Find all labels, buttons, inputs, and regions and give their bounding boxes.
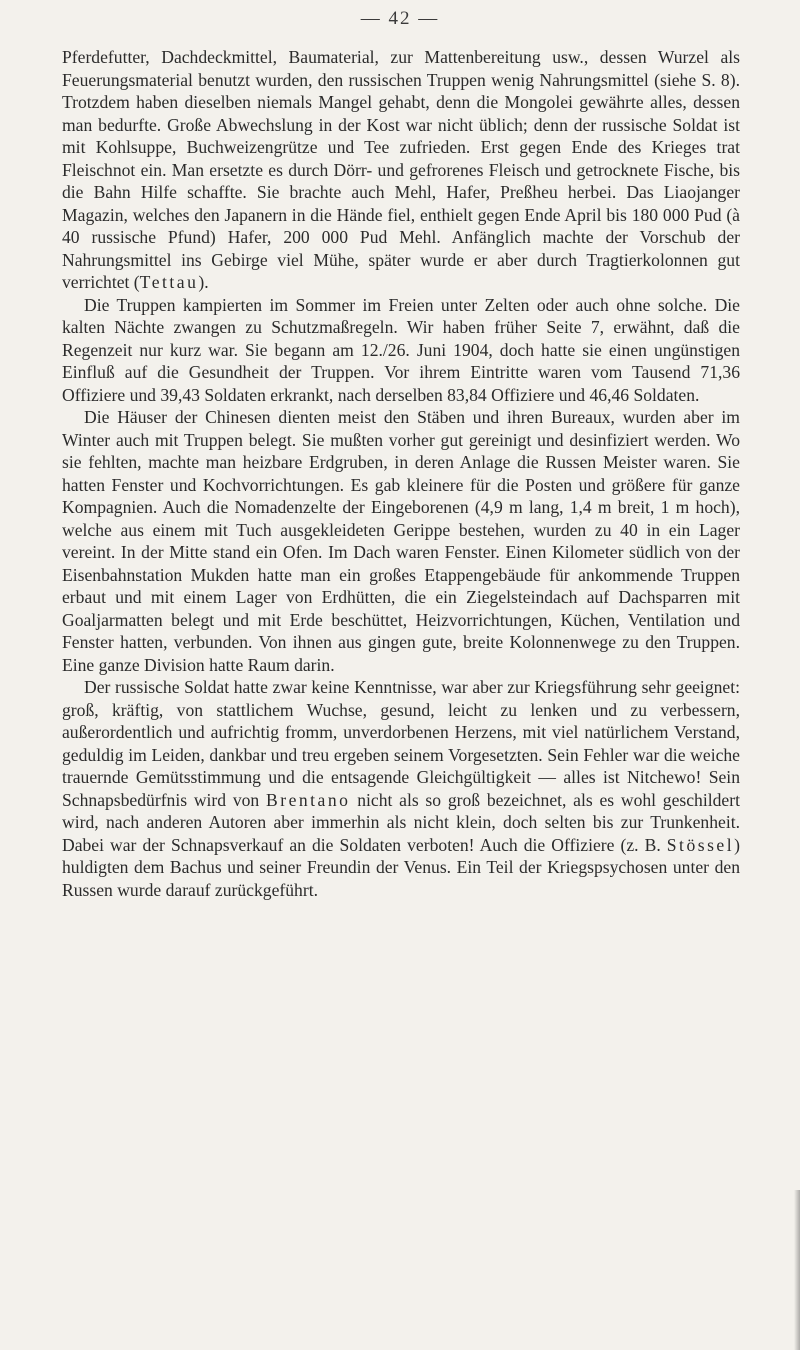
paragraph (62, 406, 740, 676)
spaced-name: Stössel (666, 834, 735, 855)
text-run: Die Häuser der Chinesen dienten meist den Stäben und ihren Bureaux, wurden aber im Winter auch mit Truppen belegt. Sie mußten vorher gut gereinigt und desinfiziert werden. Wo sie fehlten, machte man heizbare Erdgruben, in deren Anlage die Russen Meister waren. Sie hatten Fenster und Kochvorrichtungen. Es gab kleinere für die Posten und größere für ganze Kompagnien. Auch die Nomadenzelte der Eingeborenen (4,9 m lang, 1,4 m breit, 1 m hoch), welche aus einem mit Tuch ausgekleideten Gerippe bestehen, wurden zu 40 in ein Lager vereint. In der Mitte stand ein Ofen. Im Dach waren Fenster. Einen Kilometer südlich von der Eisenbahnstation Mukden hatte man ein großes Etappengebäude für ankommende Truppen erbaut und mit einem Lager von Erdhütten, die ein Ziegelsteindach auf Dachsparren mit Goaljarmatten belegt und mit Erde beschüttet, Heizvorrichtungen, Küchen, Ventilation und Fenster hatten, verbunden. Von ihnen aus gingen gute, breite Kolonnenwege zu den Truppen. Eine ganze Division hatte Raum darin. (62, 407, 740, 675)
spaced-name: Brentano (265, 789, 351, 810)
text-run: Pferdefutter, Dachdeckmittel, Baumaterial, zur Mattenbereitung usw., dessen Wurzel als Feuerungsmaterial benutzt wurden, den russischen Truppen wenig Nahrungsmittel (siehe S. 8). Trotzdem haben dieselben niemals Mangel gehabt, denn die Mongolei gewährte alles, dessen man bedurfte. Große Abwechslung in der Kost war nicht üblich; denn der russische Soldat ist mit Kohlsuppe, Buchweizengrütze und Tee zufrieden. Erst gegen Ende des Krieges trat Fleischnot ein. Man ersetzte es durch Dörr- und gefrorenes Fleisch und getrocknete Fische, bis die Bahn Hilfe schaffte. Sie brachte auch Mehl, Hafer, Preßheu herbei. Das Liaojanger Magazin, welches den Japanern in die Hände fiel, enthielt gegen Ende April bis 180 000 Pud (à 40 russische Pfund) Hafer, 200 000 Pud Mehl. Anfänglich machte der Vorschub der Nahrungsmittel ins Gebirge viel Mühe, später wurde er aber durch Tragtierkolonnen gut verrichtet ( (62, 47, 740, 292)
paragraph (62, 294, 740, 407)
body-text (62, 46, 740, 901)
spaced-name: Tettau (139, 272, 199, 292)
text-run: ). (198, 272, 209, 292)
text-run: ) huldigten dem Bachus und seiner Freundin der Venus. Ein Teil der Kriegspsychosen unter den Russen wurde darauf zurückgeführt. (62, 834, 740, 900)
page-number: — 42 — (360, 8, 440, 29)
paragraph (62, 676, 740, 901)
text-run: nicht als so groß bezeichnet, als es wohl geschildert wird, nach anderen Autoren aber immerhin als nicht klein, doch selten bis zur Trunkenheit. Dabei war der Schnapsverkauf an die Soldaten verboten! Auch die Offiziere (z. B. (62, 789, 740, 855)
paragraph (62, 46, 740, 294)
text-run: Der russische Soldat hatte zwar keine Kenntnisse, war aber zur Kriegsführung sehr geeignet: groß, kräftig, von stattlichem Wuchse, gesund, leicht zu lenken und zu verbessern, außerordentlich und aufrichtig fromm, unverdorbenen Herzens, mit viel natürlichem Verstand, geduldig im Leiden, dankbar und treu ergeben seinem Vorgesetzten. Sein Fehler war die weiche trauernde Gemütsstimmung und die entsagende Gleichgültigkeit — alles ist Nitchewo! Sein Schnapsbedürfnis wird von (62, 677, 740, 810)
page-edge-shadow (794, 1190, 800, 1350)
text-run: Die Truppen kampierten im Sommer im Freien unter Zelten oder auch ohne solche. Die kalten Nächte zwangen zu Schutzmaßregeln. Wir haben früher Seite 7, erwähnt, daß die Regenzeit nur kurz war. Sie begann am 12./26. Juni 1904, doch hatte sie einen ungünstigen Einfluß auf die Gesundheit der Truppen. Vor ihrem Eintritte waren vom Tausend 71,36 Offiziere und 39,43 Soldaten erkrankt, nach derselben 83,84 Offiziere und 46,46 Soldaten. (62, 294, 740, 405)
